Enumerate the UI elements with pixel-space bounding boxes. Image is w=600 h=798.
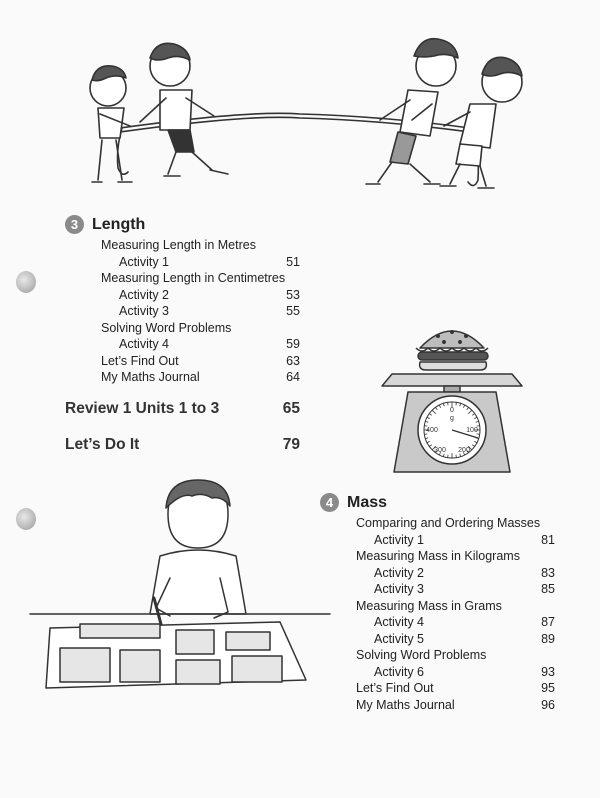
- toc-entry[interactable]: [101, 287, 300, 304]
- unit-4-contents: [356, 515, 555, 713]
- toc-entry-label: Activity 6: [374, 664, 425, 679]
- toc-entry-label: Measuring Mass in Kilograms: [356, 549, 520, 563]
- tug-of-war-illustration: [0, 0, 600, 200]
- review-page: 65: [282, 400, 300, 417]
- toc-entry-page: 87: [541, 615, 555, 629]
- toc-entry[interactable]: [101, 336, 300, 353]
- lets-do-it-entry[interactable]: [65, 436, 300, 454]
- toc-entry-label: Let’s Find Out: [101, 353, 179, 368]
- toc-entry-page: 59: [286, 337, 300, 351]
- unit-number-badge: 4: [320, 493, 339, 512]
- dial-label-200: 200: [458, 447, 470, 454]
- toc-entry-page: 95: [541, 681, 555, 695]
- toc-entry-label: Measuring Mass in Grams: [356, 598, 502, 613]
- toc-entry[interactable]: [356, 548, 555, 565]
- toc-entry-page: 89: [541, 631, 555, 646]
- toc-entry[interactable]: [356, 614, 555, 631]
- toc-entry-label: Activity 3: [119, 304, 170, 318]
- review-entry[interactable]: [65, 400, 300, 418]
- toc-entry-label: Let’s Find Out: [356, 681, 434, 695]
- boy-drawing-illustration: [20, 478, 340, 708]
- dial-label-0: 0: [450, 407, 454, 414]
- dial-label-unit: g: [450, 415, 454, 422]
- toc-entry-page: 83: [541, 565, 555, 580]
- unit-title: Length: [92, 215, 146, 233]
- unit-3-section: [65, 215, 300, 386]
- unit-title: Mass: [347, 493, 388, 511]
- toc-entry[interactable]: [101, 353, 300, 370]
- toc-entry-page: 64: [286, 370, 300, 384]
- weighing-scale-illustration: [372, 318, 532, 478]
- toc-entry[interactable]: [101, 270, 300, 287]
- unit-number-badge: 3: [65, 215, 84, 234]
- toc-entry-page: 63: [286, 353, 300, 368]
- toc-entry[interactable]: [101, 254, 300, 271]
- toc-entry-label: Activity 5: [374, 631, 425, 646]
- toc-entry-label: Measuring Length in Centimetres: [101, 271, 286, 285]
- toc-entry-page: 96: [541, 697, 555, 712]
- toc-entry[interactable]: [101, 303, 300, 320]
- toc-entry[interactable]: [356, 532, 555, 549]
- toc-entry-label: Comparing and Ordering Masses: [356, 516, 541, 530]
- toc-entry-page: 81: [541, 532, 555, 547]
- toc-entry-page: 53: [286, 287, 300, 302]
- toc-entry-label: Measuring Length in Metres: [101, 238, 256, 252]
- lets-do-it-label: Let’s Do It: [65, 436, 140, 453]
- dial-label-100: 100: [466, 427, 478, 434]
- toc-entry-label: Activity 2: [374, 565, 425, 580]
- toc-entry[interactable]: [356, 515, 555, 532]
- lets-do-it-page: 79: [282, 436, 300, 453]
- toc-entry-label: Activity 4: [119, 337, 170, 351]
- toc-entry[interactable]: [356, 631, 555, 648]
- dial-label-300: 300: [434, 447, 446, 454]
- review-label: Review 1 Units 1 to 3: [65, 400, 220, 417]
- toc-entry[interactable]: [356, 581, 555, 598]
- toc-entry-label: Activity 3: [374, 582, 425, 596]
- toc-entry[interactable]: [356, 598, 555, 615]
- toc-entry[interactable]: [356, 565, 555, 582]
- toc-entry-label: Activity 2: [119, 287, 170, 302]
- toc-entry-label: Activity 4: [374, 615, 425, 629]
- binder-hole-top: [16, 271, 36, 293]
- toc-entry-label: My Maths Journal: [101, 370, 200, 384]
- toc-entry[interactable]: [356, 680, 555, 697]
- unit-4-section: [320, 493, 555, 713]
- toc-entry-page: 85: [541, 582, 555, 596]
- toc-entry-label: My Maths Journal: [356, 697, 455, 712]
- toc-entry-label: Activity 1: [374, 532, 425, 547]
- toc-entry-page: 93: [541, 664, 555, 679]
- toc-entry-label: Solving Word Problems: [356, 648, 487, 662]
- dial-label-400: 400: [426, 427, 438, 434]
- toc-entry-page: 55: [286, 304, 300, 318]
- toc-entry[interactable]: [101, 320, 300, 337]
- unit-3-contents: [101, 237, 300, 386]
- toc-entry[interactable]: [101, 237, 300, 254]
- toc-entry-page: 51: [286, 254, 300, 269]
- unit-4-header: [320, 493, 555, 512]
- toc-entry[interactable]: [356, 664, 555, 681]
- toc-entry[interactable]: [356, 647, 555, 664]
- toc-entry[interactable]: [101, 369, 300, 386]
- toc-entry[interactable]: [356, 697, 555, 714]
- toc-entry-label: Activity 1: [119, 254, 170, 269]
- unit-3-header: [65, 215, 300, 234]
- toc-entry-label: Solving Word Problems: [101, 320, 232, 335]
